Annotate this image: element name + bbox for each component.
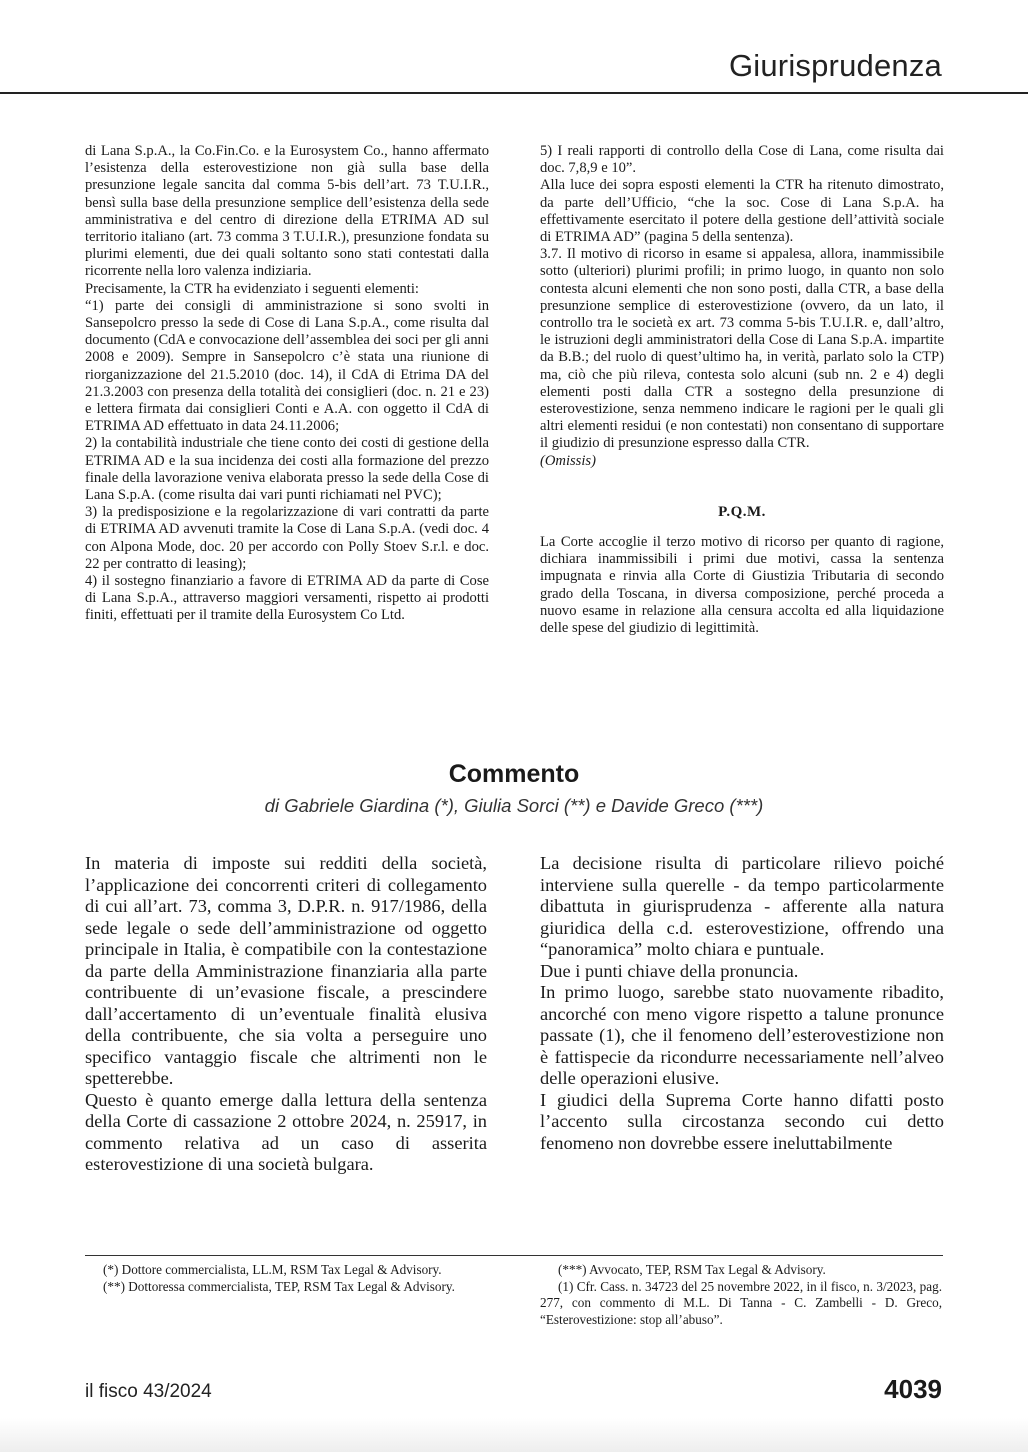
judgment-paragraph: 3) la predisposizione e la regolarizzazione di vari contratti da parte di ETRIMA AD avvenuti tramite la Cose di Lana S.p.A. (vedi doc. 4 con Alpona Mode, doc. 20 per accordo con Polly Stoev S.r.l. e doc. 22 per contratto di leasing); [85,504,489,572]
footnote: (***) Avvocato, TEP, RSM Tax Legal & Advisory. [558,1262,826,1277]
footer-journal: il fisco 43/2024 [85,1381,212,1402]
judgment-right-column [540,143,944,637]
comment-authors: di Gabriele Giardina (*), Giulia Sorci (**) e Davide Greco (***) [264,795,764,816]
comment-left-column [85,853,487,1176]
comment-paragraph: In materia di imposte sui redditi della società, l’applicazione dei concorrenti criteri di collegamento di cui all’art. 73, comma 3, D.P.R. n. 917/1986, della sede legale o sede dell’amministrazione od oggetto principale in Italia, è compatibile con la contestazione da parte della Amministrazione finanziaria alla parte contribuente di un’evasione fiscale, a prescindere dall’accertamento di un’eventuale finalità elusiva della contribuente, che sia volta a perseguire uno specifico vantaggio fiscale che altrimenti non le spetterebbe. [85,853,487,1088]
judgment-paragraph: 4) il sostegno finanziario a favore di ETRIMA AD da parte di Cose di Lana S.p.A., attraverso maggiori versamenti, rispetto ai prodotti finiti, effettuati per il tramite della Eurosystem Co Ltd. [85,573,489,624]
footnote: (**) Dottoressa commercialista, TEP, RSM Tax Legal & Advisory. [103,1278,455,1294]
footnote: (*) Dottore commercialista, LL.M, RSM Tax Legal & Advisory. [103,1262,442,1277]
comment-paragraph: I giudici della Suprema Corte hanno difatti posto l’accento sulla circostanza secondo cui detto fenomeno non dovrebbe essere ineluttabilmente [540,1089,944,1153]
footnote-rule [85,1255,943,1256]
judgment-left-column [85,143,489,625]
comment-right-column [540,853,944,1154]
section-title: Giurisprudenza [728,48,942,83]
judgment-paragraph: Precisamente, la CTR ha evidenziato i seguenti elementi: [85,280,419,297]
footnotes-right [540,1262,942,1328]
header-rule [0,92,1028,94]
footnote: (1) Cfr. Cass. n. 34723 del 25 novembre 2022, in il fisco, n. 3/2023, pag. 277, con commento di M.L. Di Tanna - C. Zambelli - D. Greco, “Esterovestizione: stop all’abuso”. [540,1278,942,1327]
judgment-paragraph: Alla luce dei sopra esposti elementi la CTR ha ritenuto dimostrato, da parte dell’Ufficio, “che la soc. Cose di Lana S.p.A. ha effettivamente esercitato il potere della gestione dell’attività sociale di ETRIMA AD” (pagina 5 della sentenza). [540,177,944,246]
judgment-paragraph: 2) la contabilità industriale che tiene conto dei costi di gestione della ETRIMA AD e la sua incidenza dei costi alla formazione del prezzo finale della lavorazione veniva elaborata presso la sede della Cose di Lana S.p.A. (come risulta dai vari punti richiamati nel PVC); [85,435,489,504]
comment-paragraph: Due i punti chiave della pronuncia. [540,960,799,981]
pqm-heading: P.Q.M. [718,503,766,520]
comment-title: Commento [448,760,580,788]
comment-paragraph: In primo luogo, sarebbe stato nuovamente ribadito, ancorché con meno vigore rispetto a talune pronunce passate (1), che il fenomeno dell’esterovestizione non è fattispecie da ricondurre necessariamente nell’alveo delle operazioni elusive. [540,982,944,1088]
comment-paragraph: La decisione risulta di particolare rilievo poiché interviene sulla querelle - da tempo particolarmente dibattuta in giurisprudenza - afferente alla natura giuridica della c.d. esterovestizione, offrendo una “panoramica” molto chiara e puntuale. [540,853,944,959]
judgment-paragraph: 3.7. Il motivo di ricorso in esame si appalesa, allora, inammissibile sotto (ulteriori) plurimi profili; in primo luogo, in quanto non solo contesta alcuni elementi che non sono posti, dalla CTR, a base della presunzione semplice di esterovestizione (ovvero, da un lato, il controllo tra le società ex art. 73 comma 5-bis T.U.I.R. e, dall’altro, le istruzioni degli amministratori della Cose di Lana S.p.A. impartite da B.B.; del ruolo di quest’ultimo ha, in verità, parlato solo la CTP) ma, ciò che più rileva, contesta solo alcuni (sub nn. 2 e 4) degli elementi posti dalla CTR a sostegno della presunzione di esterovestizione, senza nemmeno indicare le ragioni per le quali gli altri elementi residui (e non contestati) non consentano di supportare il giudizio di presunzione espresso dalla CTR. [540,246,944,452]
comment-paragraph: Questo è quanto emerge dalla lettura della sentenza della Corte di cassazione 2 ottobre 2024, n. 25917, in commento relativa ad un caso di asserita esterovestizione di una società bulgara. [85,1089,487,1174]
footnotes-left [85,1262,487,1295]
judgment-paragraph: “1) parte dei consigli di amministrazione si sono svolti in Sansepolcro presso la sede di Cose di Lana S.p.A., come risulta dal documento (CdA e convocazione dell’assemblea dei soci per gli anni 2008 e 2009). Sempre in Sansepolcro c’è stata una riunione di riorganizzazione del 21.5.2010 (doc. 14), il CdA di Etrima DA del 21.3.2003 con presenza della totalità dei consiglieri (doc. n. 21 e 23) e lettera firmata dai consiglieri Conti e A.A. con oggetto il CdA di ETRIMA AD effettuato in data 24.11.2006; [85,297,489,435]
omissis-note: (Omissis) [540,452,596,469]
page-bottom-shadow [0,1418,1028,1452]
judgment-paragraph: 5) I reali rapporti di controllo della Cose di Lana, come risulta dai doc. 7,8,9 e 10”. [540,143,944,177]
pqm-text: La Corte accoglie il terzo motivo di ricorso per quanto di ragione, dichiara inammissibili i primi due motivi, cassa la sentenza impugnata e rinvia alla Corte di Giustizia Tributaria di secondo grado della Toscana, in diversa composizione, perché proceda a nuovo esame in relazione alla censura accolta ed alla liquidazione delle spese del giudizio di legittimità. [540,534,944,637]
page-number: 4039 [884,1374,942,1404]
judgment-paragraph: di Lana S.p.A., la Co.Fin.Co. e la Eurosystem Co., hanno affermato l’esistenza della esterovestizione non già sulla base della presunzione legale sancita dal comma 5-bis dell’art. 73 T.U.I.R., bensì sulla base della presunzione semplice dell’esistenza della sede amministrativa e del centro di direzione della ETRIMA AD sul territorio italiano (art. 73 comma 3 T.U.I.R.), presunzione fondata su plurimi elementi, due dei quali soltanto sono stati contestati dalla ricorrente nella loro valenza indiziaria. [85,143,489,280]
